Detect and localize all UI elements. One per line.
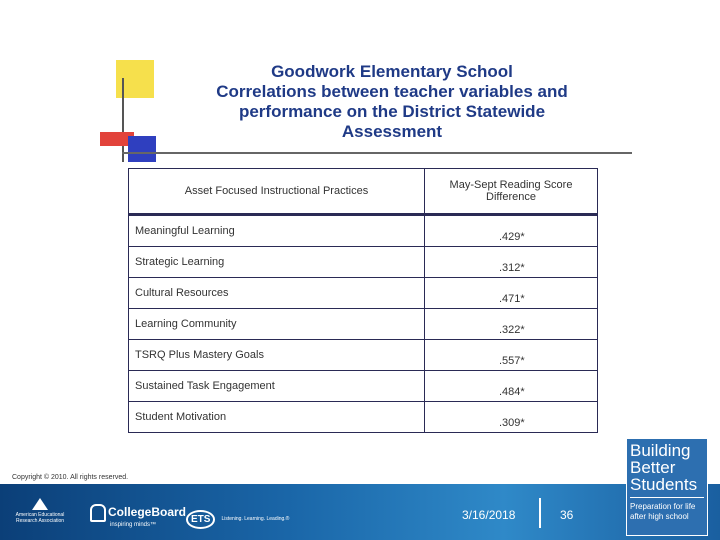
column-header-score-difference: May-Sept Reading Score Difference (425, 169, 598, 215)
badge-subtitle-line: Preparation for life (630, 502, 696, 511)
decor-vertical-line (122, 78, 124, 162)
row-value: .484* (425, 371, 598, 402)
row-label: Student Motivation (129, 402, 425, 433)
row-value: .429* (425, 215, 598, 247)
decor-blue-square (128, 136, 156, 162)
badge-line: Students (630, 475, 698, 494)
decor-horizontal-rule (122, 152, 632, 154)
ets-logo (186, 510, 289, 529)
slide-date: 3/16/2018 (462, 508, 516, 522)
badge-separator (630, 497, 704, 498)
building-better-students-badge (626, 438, 708, 536)
badge-line: Building (630, 441, 691, 460)
acorn-icon (90, 504, 106, 522)
collegeboard-logo (90, 504, 186, 528)
row-label: Meaningful Learning (129, 215, 425, 247)
row-label: Cultural Resources (129, 278, 425, 309)
row-value: .557* (425, 340, 598, 371)
row-label: Sustained Task Engagement (129, 371, 425, 402)
footer-bar (0, 484, 720, 540)
correlation-table (128, 168, 598, 433)
row-value: .322* (425, 309, 598, 340)
row-value: .312* (425, 247, 598, 278)
page-number: 36 (560, 508, 574, 522)
aera-name-line: American Educational (15, 512, 65, 518)
ets-name: ETS (186, 510, 215, 529)
badge-subtitle-line: after high school (630, 512, 689, 521)
row-label: TSRQ Plus Mastery Goals (129, 340, 425, 371)
collegeboard-tagline: inspiring minds™ (110, 522, 157, 528)
column-header-practices: Asset Focused Instructional Practices (129, 169, 425, 215)
table-row (129, 278, 598, 309)
table-row (129, 402, 598, 433)
row-label: Strategic Learning (129, 247, 425, 278)
slide-title (172, 62, 612, 142)
slide-image (92, 56, 632, 432)
title-line: Correlations between teacher variables and (216, 82, 568, 101)
table-header-row (129, 169, 598, 215)
aera-name-line: Research Association (15, 518, 65, 524)
title-line: Assessment (341, 122, 443, 141)
copyright-notice: Copyright © 2010. All rights reserved. (12, 474, 129, 481)
table-row (129, 247, 598, 278)
row-value: .309* (425, 402, 598, 433)
footer-divider (539, 498, 541, 528)
ets-tagline: Listening. Learning. Leading.® (221, 516, 290, 523)
title-line: performance on the District Statewide (238, 102, 546, 121)
collegeboard-name: CollegeBoard (108, 505, 187, 520)
table-row (129, 215, 598, 247)
table-row (129, 371, 598, 402)
aera-logo (8, 498, 72, 524)
badge-line: Better (630, 458, 676, 477)
aera-triangle-icon (32, 498, 48, 510)
table-row (129, 340, 598, 371)
title-line: Goodwork Elementary School (271, 62, 513, 81)
row-value: .471* (425, 278, 598, 309)
row-label: Learning Community (129, 309, 425, 340)
table-row (129, 309, 598, 340)
